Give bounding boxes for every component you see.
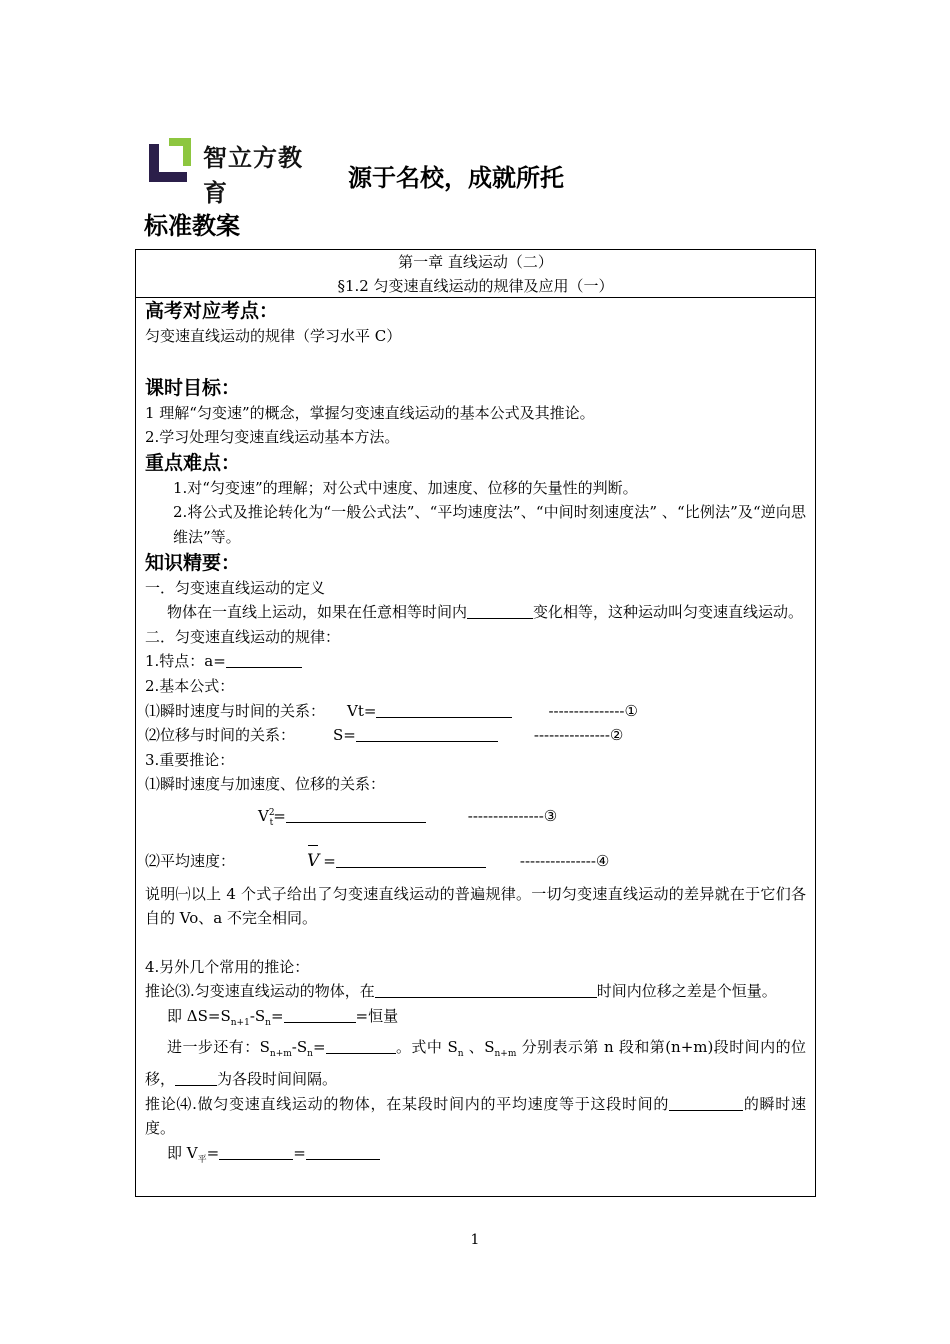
blank[interactable] bbox=[219, 1143, 293, 1160]
mubiao-item-1: 1 理解“匀变速”的概念，掌握匀变速直线运动的基本公式及其推论。 bbox=[145, 403, 595, 422]
section-title: §1.2 匀变速直线运动的规律及应用（一） bbox=[337, 277, 614, 295]
box-header bbox=[136, 250, 815, 298]
lesson-box bbox=[135, 249, 816, 1197]
page-number: 1 bbox=[470, 1232, 480, 1248]
formula-2: ⑵位移与时间的关系： S= ---------------② bbox=[145, 726, 624, 745]
blank[interactable] bbox=[306, 1143, 380, 1160]
logo-mark-icon bbox=[147, 136, 195, 184]
def-text: 物体在一直线上运动，如果在任意相等时间内 变化相等，这种运动叫匀变速直线运动。 bbox=[167, 603, 804, 622]
blank[interactable] bbox=[376, 701, 512, 718]
kaodian-text: 匀变速直线运动的规律（学习水平 C） bbox=[145, 327, 402, 345]
inference-4-eq: 即 $V_平=$ = bbox=[145, 1141, 806, 1173]
inference-3: 推论⑶.匀变速直线运动的物体，在 时间内位移之差是个恒量。 bbox=[145, 982, 777, 1001]
inference-3-eq: 即 $\Delta S=S_{n+1}-S_n=$ =恒量 bbox=[167, 1006, 399, 1028]
blank[interactable] bbox=[356, 725, 498, 742]
infer-title: 3.重要推论： bbox=[145, 750, 235, 769]
chapter-title: 第一章 直线运动（二） bbox=[398, 253, 553, 271]
def-title: 一．匀变速直线运动的定义 bbox=[145, 578, 326, 597]
formula-1: ⑴瞬时速度与时间的关系： Vt= ---------------① bbox=[145, 701, 638, 720]
logo-text: 智立方教育 bbox=[203, 144, 303, 207]
nandian-item-1: 1.对“匀变速”的理解；对公式中速度、加速度、位移的矢量性的判断。 bbox=[173, 478, 638, 497]
blank[interactable] bbox=[669, 1094, 743, 1111]
blank[interactable] bbox=[336, 851, 486, 868]
note: 说明㈠以上 4 个式子给出了匀变速直线运动的普遍规律。一切匀变速直线运动的差异就在于它们各自的 Vo、a 不完全相同。 bbox=[145, 884, 806, 928]
formula-3-label: ⑴瞬时速度与加速度、位移的关系： bbox=[145, 775, 386, 794]
blank[interactable] bbox=[286, 806, 426, 823]
blank[interactable] bbox=[284, 1006, 356, 1023]
basic-title: 2.基本公式： bbox=[145, 676, 235, 695]
blank[interactable] bbox=[375, 981, 597, 998]
mubiao-item-2: 2.学习处理匀变速直线运动基本方法。 bbox=[145, 428, 400, 447]
box-content bbox=[136, 298, 815, 1172]
formula-3: $V^2_t=$ ---------------③ bbox=[258, 806, 558, 828]
feature-line: 1.特点：a= bbox=[145, 649, 806, 674]
blank[interactable] bbox=[175, 1069, 217, 1086]
blank[interactable] bbox=[326, 1037, 396, 1054]
jingyao-heading: 知识精要： bbox=[145, 551, 241, 574]
formula-4: ⑵平均速度： V = ---------------④ bbox=[145, 846, 806, 876]
other-title: 4.另外几个常用的推论： bbox=[145, 957, 310, 976]
nandian-heading: 重点难点： bbox=[145, 451, 241, 474]
kaodian-heading: 高考对应考点： bbox=[145, 300, 279, 322]
mubiao-heading: 课时目标： bbox=[145, 376, 241, 399]
rule-title: 二．匀变速直线运动的规律： bbox=[145, 627, 341, 646]
doc-title: 标准教案 bbox=[144, 212, 240, 240]
inference-3-more: 进一步还有：$S_{n+m}-S_n=$ 。式中 $S_n$ 、$S_{n+m}$ 分别表示第 n 段和第(n+m)段时间内的位移， 为各段时间间隔。 bbox=[145, 1038, 807, 1089]
inference-4: 推论⑷.做匀变速直线运动的物体，在某段时间内的平均速度等于这段时间的 的瞬时速度。 bbox=[145, 1094, 806, 1138]
blank[interactable] bbox=[226, 651, 302, 668]
slogan: 源于名校，成就所托 bbox=[348, 164, 564, 192]
nandian-item-2: 2.将公式及推论转化为“一般公式法”、“平均速度法”、“中间时刻速度法” 、“比例法”及“逆向思维法”等。 bbox=[173, 503, 806, 546]
blank[interactable] bbox=[467, 602, 533, 619]
logo bbox=[147, 136, 317, 207]
